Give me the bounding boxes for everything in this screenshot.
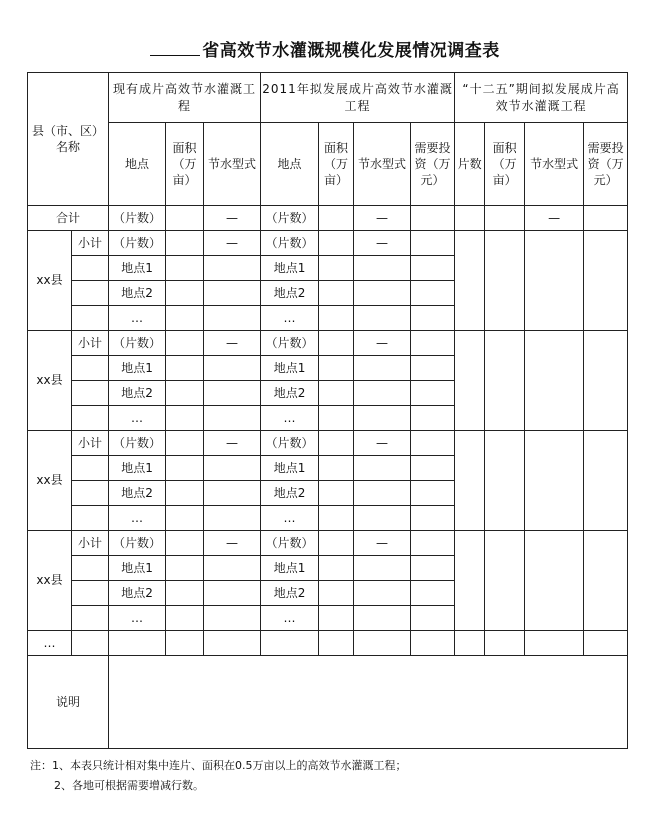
g1-pieces-cell[interactable]: （片数）	[109, 431, 166, 456]
g1-dash: —	[204, 331, 261, 356]
g2-area-cell[interactable]	[319, 481, 354, 506]
g2-pieces-cell[interactable]: （片数）	[261, 431, 319, 456]
g1-area-cell[interactable]	[166, 281, 204, 306]
ellipsis-cell: …	[261, 306, 319, 331]
g3-investment-cell[interactable]	[584, 231, 628, 331]
table-row	[28, 431, 628, 456]
empty-cell[interactable]	[166, 631, 204, 656]
g1-water-type-cell[interactable]	[204, 381, 261, 406]
g2-area-cell[interactable]	[319, 456, 354, 481]
g1-water-type-cell[interactable]	[204, 256, 261, 281]
g1-area-cell[interactable]	[166, 481, 204, 506]
g2-area-cell[interactable]	[319, 231, 354, 256]
empty-cell[interactable]	[319, 631, 354, 656]
g2-water-type-cell[interactable]	[354, 506, 411, 531]
empty-cell	[72, 456, 109, 481]
g2-water-type-cell[interactable]	[354, 556, 411, 581]
g2-investment-cell[interactable]	[411, 356, 455, 381]
location-cell[interactable]: 地点2	[261, 481, 319, 506]
g1-water-type-cell[interactable]	[204, 281, 261, 306]
empty-cell	[72, 406, 109, 431]
g2-water-type-cell[interactable]	[354, 256, 411, 281]
location-cell[interactable]: 地点2	[109, 581, 166, 606]
ellipsis-cell: …	[261, 506, 319, 531]
total-g3-pieces[interactable]	[455, 206, 485, 231]
empty-cell[interactable]	[354, 631, 411, 656]
g2-dash: —	[354, 231, 411, 256]
plan-12th-fyp-header: “十二五”期间拟发展成片高效节水灌溉工程	[455, 73, 628, 123]
g1-area-cell[interactable]	[166, 556, 204, 581]
remarks-row	[28, 656, 628, 749]
g1-area-cell[interactable]	[166, 506, 204, 531]
g2-pieces-cell[interactable]: （片数）	[261, 231, 319, 256]
g1-area-cell[interactable]	[166, 581, 204, 606]
g2-water-type-cell[interactable]	[354, 406, 411, 431]
empty-cell	[72, 556, 109, 581]
g1-water-type-cell[interactable]	[204, 456, 261, 481]
ellipsis-cell: …	[109, 606, 166, 631]
g2-investment-cell[interactable]	[411, 456, 455, 481]
g2-area-header: 面积（万亩）	[319, 123, 354, 206]
empty-cell[interactable]	[485, 631, 525, 656]
empty-cell[interactable]	[109, 631, 166, 656]
g2-area-cell[interactable]	[319, 556, 354, 581]
g1-pieces-cell[interactable]: （片数）	[109, 531, 166, 556]
footnotes	[30, 756, 630, 796]
empty-cell[interactable]	[204, 631, 261, 656]
g2-area-cell[interactable]	[319, 581, 354, 606]
empty-cell	[72, 306, 109, 331]
g1-location-header: 地点	[109, 123, 166, 206]
g2-investment-cell[interactable]	[411, 481, 455, 506]
g2-investment-cell[interactable]	[411, 431, 455, 456]
g2-area-cell[interactable]	[319, 256, 354, 281]
g1-water-type-header: 节水型式	[204, 123, 261, 206]
g2-area-cell[interactable]	[319, 531, 354, 556]
g1-water-type-cell[interactable]	[204, 481, 261, 506]
location-cell[interactable]: 地点1	[109, 356, 166, 381]
g3-pieces-cell[interactable]	[455, 531, 485, 631]
existing-projects-header: 现有成片高效节水灌溉工程	[109, 73, 261, 123]
total-g1-pieces[interactable]: （片数）	[109, 206, 166, 231]
more-counties-cell: …	[28, 631, 72, 656]
g2-investment-cell[interactable]	[411, 306, 455, 331]
table-row	[28, 231, 628, 256]
g2-pieces-cell[interactable]: （片数）	[261, 531, 319, 556]
empty-cell	[72, 606, 109, 631]
location-cell[interactable]: 地点2	[261, 281, 319, 306]
g2-water-type-cell[interactable]	[354, 606, 411, 631]
g3-water-type-cell[interactable]	[525, 331, 584, 431]
g2-area-cell[interactable]	[319, 306, 354, 331]
county-name-cell[interactable]: xx县	[28, 331, 72, 431]
g2-investment-cell[interactable]	[411, 256, 455, 281]
g2-area-cell[interactable]	[319, 281, 354, 306]
g1-area-cell[interactable]	[166, 356, 204, 381]
remarks-label: 说明	[28, 656, 109, 749]
subtotal-label: 小计	[72, 231, 109, 256]
total-g2-dash: —	[354, 206, 411, 231]
province-blank[interactable]	[150, 41, 200, 56]
g1-water-type-cell[interactable]	[204, 581, 261, 606]
g2-investment-cell[interactable]	[411, 531, 455, 556]
g3-pieces-header: 片数	[455, 123, 485, 206]
county-name-cell[interactable]: xx县	[28, 431, 72, 531]
empty-cell	[72, 256, 109, 281]
g2-investment-cell[interactable]	[411, 406, 455, 431]
g3-pieces-cell[interactable]	[455, 331, 485, 431]
g3-area-header: 面积（万亩）	[485, 123, 525, 206]
location-cell[interactable]: 地点2	[109, 381, 166, 406]
footnote-2: 2、各地可根据需要增减行数。	[54, 779, 204, 792]
g1-area-cell[interactable]	[166, 456, 204, 481]
location-cell[interactable]: 地点1	[261, 356, 319, 381]
location-cell[interactable]: 地点1	[109, 456, 166, 481]
g2-water-type-cell[interactable]	[354, 356, 411, 381]
g3-water-type-header: 节水型式	[525, 123, 584, 206]
survey-table	[27, 72, 628, 749]
empty-cell	[72, 631, 109, 656]
g2-investment-cell[interactable]	[411, 581, 455, 606]
g1-pieces-cell[interactable]: （片数）	[109, 231, 166, 256]
total-g2-pieces[interactable]: （片数）	[261, 206, 319, 231]
location-cell[interactable]: 地点1	[261, 456, 319, 481]
g3-area-cell[interactable]	[485, 231, 525, 331]
empty-cell[interactable]	[455, 631, 485, 656]
g2-investment-cell[interactable]	[411, 556, 455, 581]
ellipsis-cell: …	[261, 606, 319, 631]
g2-investment-header: 需要投资（万元）	[411, 123, 455, 206]
g2-investment-cell[interactable]	[411, 331, 455, 356]
g2-area-cell[interactable]	[319, 406, 354, 431]
g2-area-cell[interactable]	[319, 381, 354, 406]
g1-dash: —	[204, 531, 261, 556]
g2-investment-cell[interactable]	[411, 231, 455, 256]
g3-area-cell[interactable]	[485, 331, 525, 431]
table-row	[28, 331, 628, 356]
location-cell[interactable]: 地点2	[261, 581, 319, 606]
g1-area-header: 面积（万亩）	[166, 123, 204, 206]
g1-area-cell[interactable]	[166, 381, 204, 406]
county-name-cell[interactable]: xx县	[28, 231, 72, 331]
location-cell[interactable]: 地点1	[261, 256, 319, 281]
g3-water-type-cell[interactable]	[525, 431, 584, 531]
g2-pieces-cell[interactable]: （片数）	[261, 331, 319, 356]
subtotal-label: 小计	[72, 531, 109, 556]
ellipsis-cell: …	[109, 506, 166, 531]
g2-investment-cell[interactable]	[411, 506, 455, 531]
g2-area-cell[interactable]	[319, 606, 354, 631]
location-cell[interactable]: 地点1	[109, 556, 166, 581]
g2-water-type-header: 节水型式	[354, 123, 411, 206]
g3-investment-cell[interactable]	[584, 531, 628, 631]
g2-area-cell[interactable]	[319, 331, 354, 356]
location-cell[interactable]: 地点1	[261, 556, 319, 581]
empty-cell[interactable]	[584, 631, 628, 656]
g2-location-header: 地点	[261, 123, 319, 206]
g2-dash: —	[354, 331, 411, 356]
g1-area-cell[interactable]	[166, 406, 204, 431]
g2-area-cell[interactable]	[319, 431, 354, 456]
total-g1-area[interactable]	[166, 206, 204, 231]
g2-investment-cell[interactable]	[411, 281, 455, 306]
empty-cell[interactable]	[261, 631, 319, 656]
empty-cell[interactable]	[411, 631, 455, 656]
g1-area-cell[interactable]	[166, 331, 204, 356]
g2-investment-cell[interactable]	[411, 381, 455, 406]
g1-water-type-cell[interactable]	[204, 556, 261, 581]
g2-area-cell[interactable]	[319, 506, 354, 531]
plan-2011-header: 2011年拟发展成片高效节水灌溉工程	[261, 73, 455, 123]
g1-water-type-cell[interactable]	[204, 506, 261, 531]
g3-investment-cell[interactable]	[584, 431, 628, 531]
total-row	[28, 206, 628, 231]
empty-cell[interactable]	[525, 631, 584, 656]
total-g3-investment[interactable]	[584, 206, 628, 231]
empty-cell	[72, 581, 109, 606]
g1-area-cell[interactable]	[166, 431, 204, 456]
location-cell[interactable]: 地点1	[109, 256, 166, 281]
empty-cell	[72, 506, 109, 531]
empty-cell	[72, 281, 109, 306]
empty-cell	[72, 481, 109, 506]
more-counties-row	[28, 631, 628, 656]
g2-water-type-cell[interactable]	[354, 581, 411, 606]
g1-dash: —	[204, 231, 261, 256]
g1-water-type-cell[interactable]	[204, 306, 261, 331]
g1-area-cell[interactable]	[166, 306, 204, 331]
total-g3-dash: —	[525, 206, 584, 231]
g1-area-cell[interactable]	[166, 531, 204, 556]
g3-pieces-cell[interactable]	[455, 231, 485, 331]
location-cell[interactable]: 地点2	[109, 281, 166, 306]
ellipsis-cell: …	[261, 406, 319, 431]
subtotal-label: 小计	[72, 431, 109, 456]
g1-dash: —	[204, 431, 261, 456]
g1-water-type-cell[interactable]	[204, 406, 261, 431]
remarks-field[interactable]	[109, 656, 628, 749]
g3-area-cell[interactable]	[485, 431, 525, 531]
location-cell[interactable]: 地点2	[109, 481, 166, 506]
g2-water-type-cell[interactable]	[354, 306, 411, 331]
g2-water-type-cell[interactable]	[354, 456, 411, 481]
empty-cell	[72, 381, 109, 406]
g2-area-cell[interactable]	[319, 356, 354, 381]
g3-water-type-cell[interactable]	[525, 231, 584, 331]
footnote-1: 注：1、本表只统计相对集中连片、面积在0.5万亩以上的高效节水灌溉工程；	[30, 759, 407, 772]
g2-water-type-cell[interactable]	[354, 381, 411, 406]
total-g3-area[interactable]	[485, 206, 525, 231]
ellipsis-cell: …	[109, 406, 166, 431]
g2-water-type-cell[interactable]	[354, 481, 411, 506]
g3-investment-cell[interactable]	[584, 331, 628, 431]
total-g1-dash: —	[204, 206, 261, 231]
empty-cell	[72, 356, 109, 381]
county-name-cell[interactable]: xx县	[28, 531, 72, 631]
g2-investment-cell[interactable]	[411, 606, 455, 631]
page-title: 省高效节水灌溉规模化发展情况调查表	[0, 36, 650, 61]
g1-area-cell[interactable]	[166, 256, 204, 281]
county-name-header: 县（市、区）名称	[28, 73, 109, 206]
g3-pieces-cell[interactable]	[455, 431, 485, 531]
g1-area-cell[interactable]	[166, 606, 204, 631]
subtotal-label: 小计	[72, 331, 109, 356]
g1-area-cell[interactable]	[166, 231, 204, 256]
total-g2-area[interactable]	[319, 206, 354, 231]
location-cell[interactable]: 地点2	[261, 381, 319, 406]
g2-water-type-cell[interactable]	[354, 281, 411, 306]
ellipsis-cell: …	[109, 306, 166, 331]
g2-dash: —	[354, 531, 411, 556]
total-label: 合计	[28, 206, 109, 231]
g3-area-cell[interactable]	[485, 531, 525, 631]
g1-water-type-cell[interactable]	[204, 356, 261, 381]
g2-dash: —	[354, 431, 411, 456]
g1-pieces-cell[interactable]: （片数）	[109, 331, 166, 356]
g3-investment-header: 需要投资（万元）	[584, 123, 628, 206]
g3-water-type-cell[interactable]	[525, 531, 584, 631]
table-row	[28, 531, 628, 556]
g1-water-type-cell[interactable]	[204, 606, 261, 631]
total-g2-investment[interactable]	[411, 206, 455, 231]
